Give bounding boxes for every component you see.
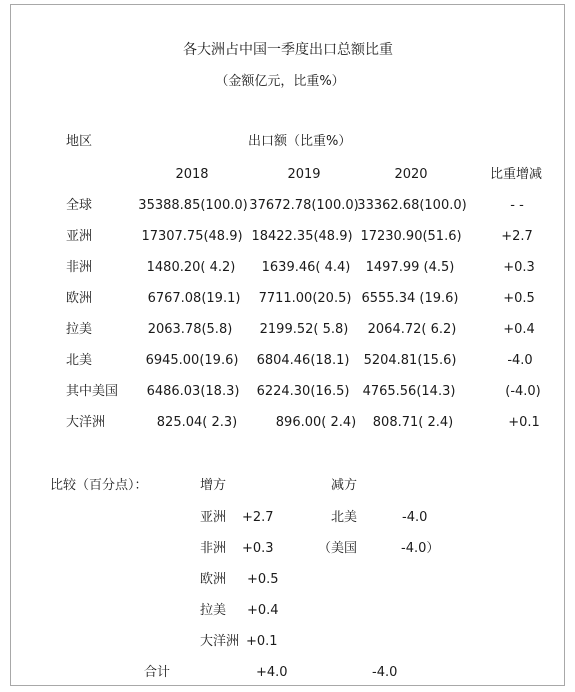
row-2018-value: 6486.03(18.3) [146, 384, 240, 399]
increase-value: +0.5 [247, 572, 279, 587]
row-region: 拉美 [66, 322, 93, 337]
export-column-header: 出口额（比重%） [248, 134, 352, 149]
row-2020-value: 17230.90(51.6) [360, 229, 462, 244]
increase-region: 非洲 [200, 541, 227, 556]
row-region: 北美 [66, 353, 93, 368]
region-column-header: 地区 [66, 134, 93, 149]
row-change-value: +0.1 [508, 415, 540, 430]
row-change-value: -4.0 [507, 353, 533, 368]
row-region: 其中美国 [66, 384, 119, 399]
row-2019-value: 896.00( 2.4) [275, 415, 357, 430]
row-region: 非洲 [66, 260, 93, 275]
increase-region: 大洋洲 [200, 634, 240, 649]
decrease-region: （美国 [318, 541, 358, 556]
row-change-value: +0.5 [503, 291, 535, 306]
row-2018-value: 17307.75(48.9) [141, 229, 243, 244]
document-frame [10, 4, 565, 686]
row-region: 大洋洲 [66, 415, 106, 430]
row-2020-value: 1497.99 (4.5) [365, 260, 455, 275]
row-2020-value: 6555.34 (19.6) [361, 291, 459, 306]
row-2018-value: 35388.85(100.0) [138, 198, 248, 213]
row-change-value: (-4.0) [505, 384, 541, 399]
increase-value: +0.1 [246, 634, 278, 649]
row-2018-value: 1480.20( 4.2) [146, 260, 236, 275]
row-2020-value: 4765.56(14.3) [362, 384, 456, 399]
increase-header: 增方 [200, 478, 227, 493]
comparison-label: 比较（百分点）： [50, 478, 148, 493]
total-label: 合计 [144, 665, 171, 680]
row-2019-value: 1639.46( 4.4) [261, 260, 351, 275]
document-subtitle: （金额亿元，比重%） [215, 74, 345, 89]
row-change-value: +0.3 [503, 260, 535, 275]
row-2018-value: 6767.08(19.1) [147, 291, 241, 306]
row-2019-value: 6804.46(18.1) [256, 353, 350, 368]
row-2019-value: 7711.00(20.5) [258, 291, 352, 306]
total-decrease: -4.0 [372, 665, 398, 680]
row-region: 全球 [66, 198, 93, 213]
increase-region: 拉美 [200, 603, 227, 618]
row-2019-value: 2199.52( 5.8) [259, 322, 349, 337]
decrease-region: 北美 [331, 510, 358, 525]
row-region: 亚洲 [66, 229, 93, 244]
document-title: 各大洲占中国一季度出口总额比重 [183, 42, 393, 58]
decrease-header: 减方 [331, 478, 358, 493]
change-column-header: 比重增减 [489, 167, 543, 182]
increase-region: 欧洲 [200, 572, 227, 587]
row-change-value: - - [510, 198, 524, 213]
row-2018-value: 825.04( 2.3) [156, 415, 238, 430]
increase-region: 亚洲 [200, 510, 227, 525]
row-2018-value: 2063.78(5.8) [147, 322, 233, 337]
row-2018-value: 6945.00(19.6) [145, 353, 239, 368]
row-2020-value: 2064.72( 6.2) [367, 322, 457, 337]
row-change-value: +0.4 [503, 322, 535, 337]
increase-value: +2.7 [242, 510, 274, 525]
year-header-2018: 2018 [175, 167, 209, 182]
total-increase: +4.0 [256, 665, 288, 680]
year-header-2020: 2020 [394, 167, 428, 182]
decrease-value: -4.0 [402, 510, 428, 525]
decrease-value: -4.0） [401, 541, 440, 556]
year-header-2019: 2019 [287, 167, 321, 182]
row-2020-value: 5204.81(15.6) [363, 353, 457, 368]
row-2020-value: 808.71( 2.4) [372, 415, 454, 430]
row-2020-value: 33362.68(100.0) [357, 198, 467, 213]
increase-value: +0.3 [242, 541, 274, 556]
row-2019-value: 6224.30(16.5) [256, 384, 350, 399]
row-2019-value: 18422.35(48.9) [251, 229, 353, 244]
row-2019-value: 37672.78(100.0) [249, 198, 359, 213]
row-change-value: +2.7 [501, 229, 533, 244]
increase-value: +0.4 [247, 603, 279, 618]
row-region: 欧洲 [66, 291, 93, 306]
